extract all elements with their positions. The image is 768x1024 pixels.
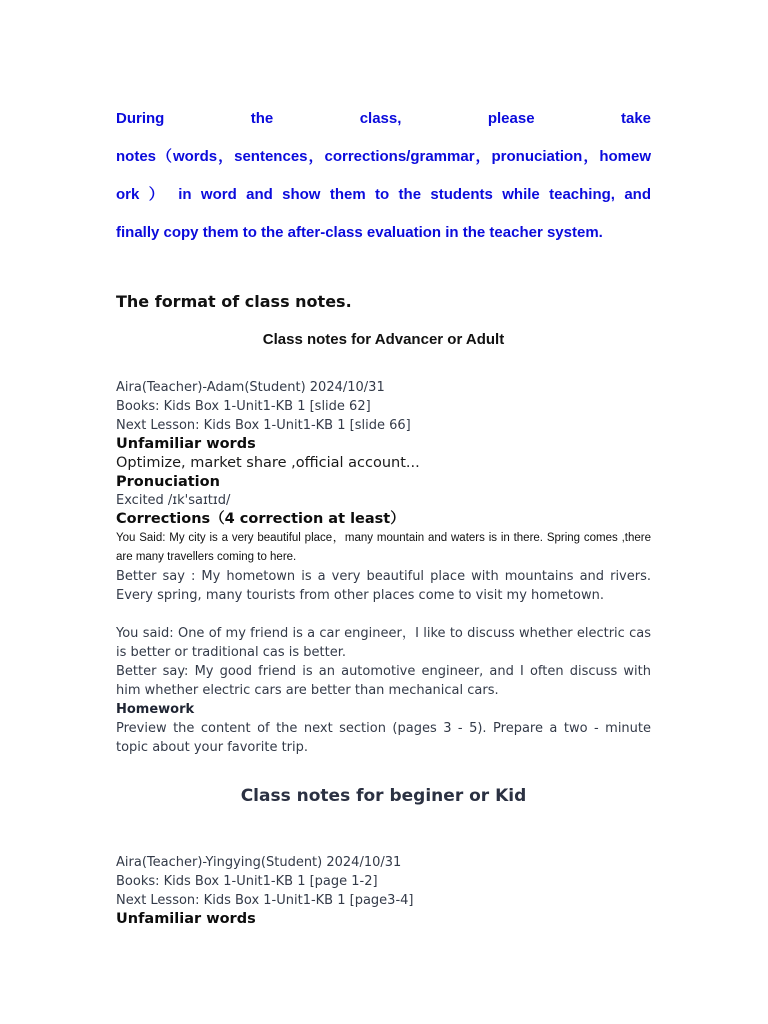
adult-homework-heading: Homework — [116, 702, 195, 717]
kid-header-line: Aira(Teacher)-Yingying(Student) 2024/10/31 — [116, 855, 402, 870]
adult-better-say-1: Better say : My hometown is a very beautiful place with mountains and rivers. Every spring, many tourists from other places come to visit my hometown. — [116, 569, 651, 603]
kid-notes-section — [116, 853, 651, 929]
adult-better-say-2: Better say: My good friend is an automotive engineer, and I often discuss with him whether electric cars are better than mechanical cars. — [116, 664, 651, 698]
instructions-paragraph — [116, 100, 651, 252]
adult-header-line: Aira(Teacher)-Adam(Student) 2024/10/31 — [116, 380, 385, 395]
adult-notes-section — [116, 378, 651, 757]
spacer — [116, 605, 651, 624]
instructions-line: finally copy them to the after-class evaluation in the teacher system. — [116, 224, 603, 241]
instructions-line: During the class, please take — [116, 110, 651, 127]
kid-books-line: Books: Kids Box 1-Unit1-KB 1 [page 1-2] — [116, 874, 378, 889]
adult-notes-title: Class notes for Advancer or Adult — [262, 331, 505, 348]
format-heading: The format of class notes. — [116, 292, 352, 311]
adult-corrections-heading: Corrections（4 correction at least） — [116, 511, 405, 527]
kid-unfamiliar-words-heading: Unfamiliar words — [116, 911, 256, 927]
instructions-line: notes（words，sentences，corrections/grammar，pronuciation，homew — [116, 148, 651, 165]
adult-homework-text: Preview the content of the next section (pages 3 - 5). Prepare a two - minute topic about your favorite trip. — [116, 721, 651, 755]
adult-you-said-2: You said: One of my friend is a car engineer，I like to discuss whether electric cas is better or traditional cas is better. — [116, 626, 651, 660]
kid-next-lesson-line: Next Lesson: Kids Box 1-Unit1-KB 1 [page3-4] — [116, 893, 414, 908]
adult-you-said-1: You Said: My city is a very beautiful place，many mountain and waters is in there. Spring comes ,there are many travellers coming to here. — [116, 532, 651, 563]
adult-next-lesson-line: Next Lesson: Kids Box 1-Unit1-KB 1 [slide 66] — [116, 418, 411, 433]
adult-pronunciation-heading: Pronuciation — [116, 474, 220, 490]
adult-unfamiliar-words-heading: Unfamiliar words — [116, 436, 256, 452]
instructions-line: ork ） in word and show them to the students while teaching, and — [116, 186, 651, 203]
kid-notes-title: Class notes for beginer or Kid — [240, 786, 527, 806]
adult-unfamiliar-words-text: Optimize, market share ,official account... — [116, 455, 420, 471]
adult-books-line: Books: Kids Box 1-Unit1-KB 1 [slide 62] — [116, 399, 371, 414]
adult-pronunciation-text: Excited /ɪk'saɪtɪd/ — [116, 493, 231, 508]
